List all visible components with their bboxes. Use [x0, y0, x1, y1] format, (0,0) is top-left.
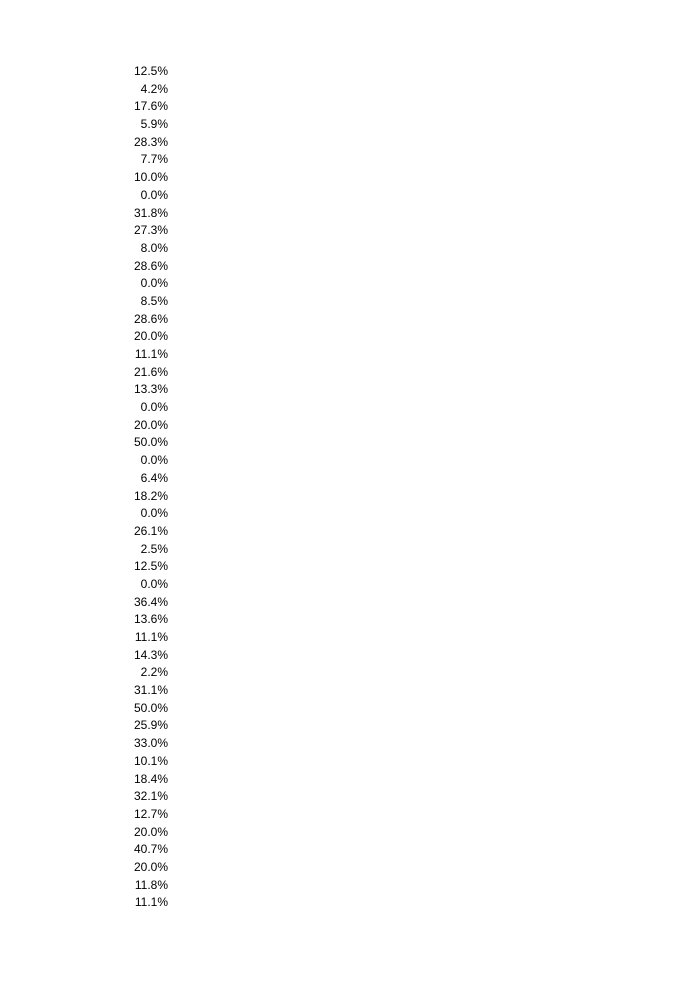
percentage-cell: 14.3% — [133, 647, 168, 662]
percentage-cell: 11.1% — [134, 895, 168, 910]
percentage-cell: 18.2% — [133, 488, 168, 503]
percentage-cell: 50.0% — [133, 435, 168, 450]
percentage-cell: 12.7% — [133, 806, 168, 821]
percentage-cell: 31.8% — [133, 205, 168, 220]
percentage-cell: 7.7% — [140, 152, 168, 167]
percentage-cell: 11.8% — [134, 877, 168, 892]
percentage-cell: 50.0% — [133, 700, 168, 715]
percentage-cell: 18.4% — [133, 771, 168, 786]
percentage-cell: 36.4% — [133, 594, 168, 609]
percentage-column — [110, 63, 168, 912]
percentage-cell: 20.0% — [133, 859, 168, 874]
percentage-cell: 2.2% — [140, 665, 168, 680]
percentage-cell: 0.0% — [140, 453, 168, 468]
percentage-cell: 31.1% — [133, 683, 168, 698]
percentage-cell: 0.0% — [140, 576, 168, 591]
percentage-cell: 8.0% — [140, 240, 168, 255]
percentage-cell: 10.1% — [133, 753, 168, 768]
percentage-cell: 26.1% — [133, 523, 168, 538]
percentage-cell: 11.1% — [134, 347, 168, 361]
percentage-cell: 13.3% — [133, 382, 168, 397]
percentage-cell: 10.0% — [133, 170, 168, 185]
percentage-cell: 20.0% — [133, 417, 168, 432]
percentage-cell: 8.5% — [140, 293, 168, 308]
percentage-cell: 2.5% — [140, 541, 168, 556]
percentage-cell: 40.7% — [133, 842, 168, 857]
percentage-cell: 12.5% — [133, 64, 168, 78]
percentage-cell: 28.6% — [133, 311, 168, 326]
percentage-cell: 4.2% — [140, 81, 168, 96]
percentage-cell: 33.0% — [133, 736, 168, 751]
percentage-cell: 28.6% — [133, 258, 168, 273]
percentage-cell: 13.6% — [133, 612, 168, 627]
percentage-cell: 0.0% — [140, 187, 168, 202]
percentage-cell: 25.9% — [133, 718, 168, 733]
percentage-cell: 5.9% — [140, 117, 168, 132]
percentage-cell: 21.6% — [133, 364, 168, 379]
percentage-cell: 32.1% — [133, 789, 168, 804]
percentage-cell: 12.5% — [133, 559, 168, 574]
percentage-cell: 20.0% — [133, 824, 168, 839]
percentage-cell: 17.6% — [133, 99, 168, 114]
percentage-cell: 6.4% — [140, 470, 168, 485]
percentage-cell: 11.1% — [134, 630, 168, 644]
percentage-cell: 0.0% — [140, 400, 168, 415]
percentage-cell: 20.0% — [133, 329, 168, 344]
percentage-cell: 27.3% — [133, 223, 168, 238]
percentage-cell: 0.0% — [140, 506, 168, 521]
percentage-cell: 28.3% — [133, 134, 168, 149]
percentage-cell: 0.0% — [140, 276, 168, 291]
